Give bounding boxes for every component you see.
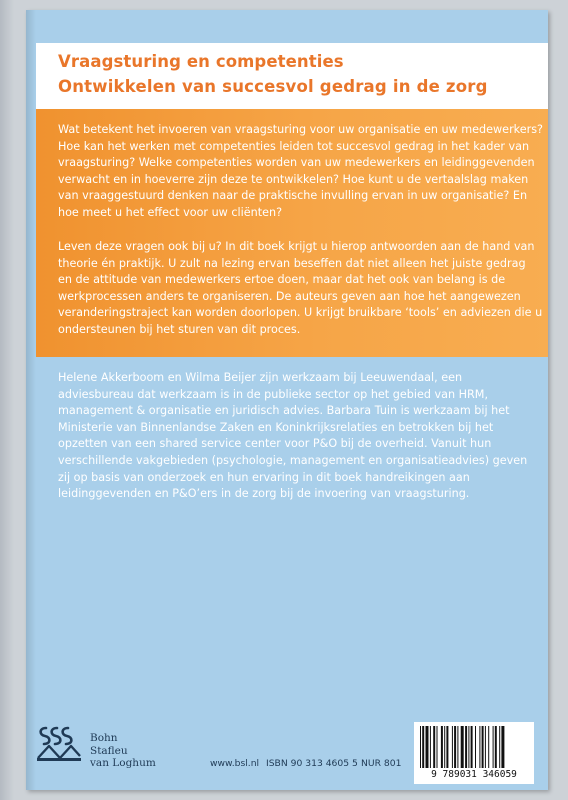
spine-shadow bbox=[26, 10, 36, 790]
publisher-name bbox=[90, 732, 156, 770]
publisher-logo-icon bbox=[36, 722, 82, 764]
intro-paragraph-1: Wat betekent het invoeren van vraagsturing voor uw organisatie en uw medewerkers? Hoe kan het werken met competenties leiden tot succesvol gedrag in het kader van vraagsturing? Welke competenties worden van uw medewerkers en leidinggevenden verwacht en in hoeverre zijn deze te ontwikkelen? Hoe kunt u de vertaalslag maken van vraaggestuurd denken naar de praktische invulling ervan in uw organisatie? En hoe meet u het effect voor uw cliënten? bbox=[58, 123, 543, 219]
website: www.bsl.nl bbox=[210, 758, 260, 769]
nur-code: NUR 801 bbox=[361, 758, 402, 769]
intro-panel bbox=[36, 109, 548, 357]
barcode bbox=[414, 722, 534, 784]
intro-paragraph-2: Leven deze vragen ook bij u? In dit boek krijgt u hierop antwoorden aan de hand van theorie én praktijk. U zult na lezing ervan beseffen dat niet alleen het juiste gedrag en de attitude van medewerkers ertoe doen, maar dat het ook van belang is de werkprocessen anders te organiseren. De auteurs geven aan hoe het aangewezen veranderingstraject kan worden doorlopen. U krijgt bruikbare ‘tools’ en adviezen die u ondersteunen bij het sturen van dit proces. bbox=[58, 240, 543, 336]
book-subtitle: Ontwikkelen van succesvol gedrag in de zorg bbox=[58, 77, 488, 96]
publisher-line-2: Stafleu bbox=[90, 744, 128, 757]
barcode-bars-icon bbox=[420, 726, 528, 768]
barcode-number: 9 789031 346059 bbox=[431, 769, 517, 780]
isbn: ISBN 90 313 4605 5 bbox=[266, 758, 358, 769]
publisher-line-3: van Loghum bbox=[90, 757, 156, 769]
title-box bbox=[36, 43, 548, 109]
publisher-line-1: Bohn bbox=[90, 732, 118, 744]
book-title: Vraagsturing en competenties bbox=[58, 52, 344, 71]
book-back-cover bbox=[26, 10, 548, 790]
authors-bio: Helene Akkerboom en Wilma Beijer zijn werkzaam bij Leeuwendaal, een adviesbureau dat werkzaam is in de publieke sector op het gebied van HRM, management & organisatie en juridisch advies. Barbara Tuin is werkzaam bij het Ministerie van Binnenlandse Zaken en Koninkrijksrelaties en betrokken bij het opzetten van een shared service center voor P&O bij de overheid. Vanuit hun verschillende vakgebieden (psychologie, management en organisatieadvies) geven zij op basis van onderzoek en hun ervaring in dit boek handreikingen aan leidinggevenden en P&O’ers in de zorg bij de invoering van vraagsturing. bbox=[58, 371, 528, 501]
